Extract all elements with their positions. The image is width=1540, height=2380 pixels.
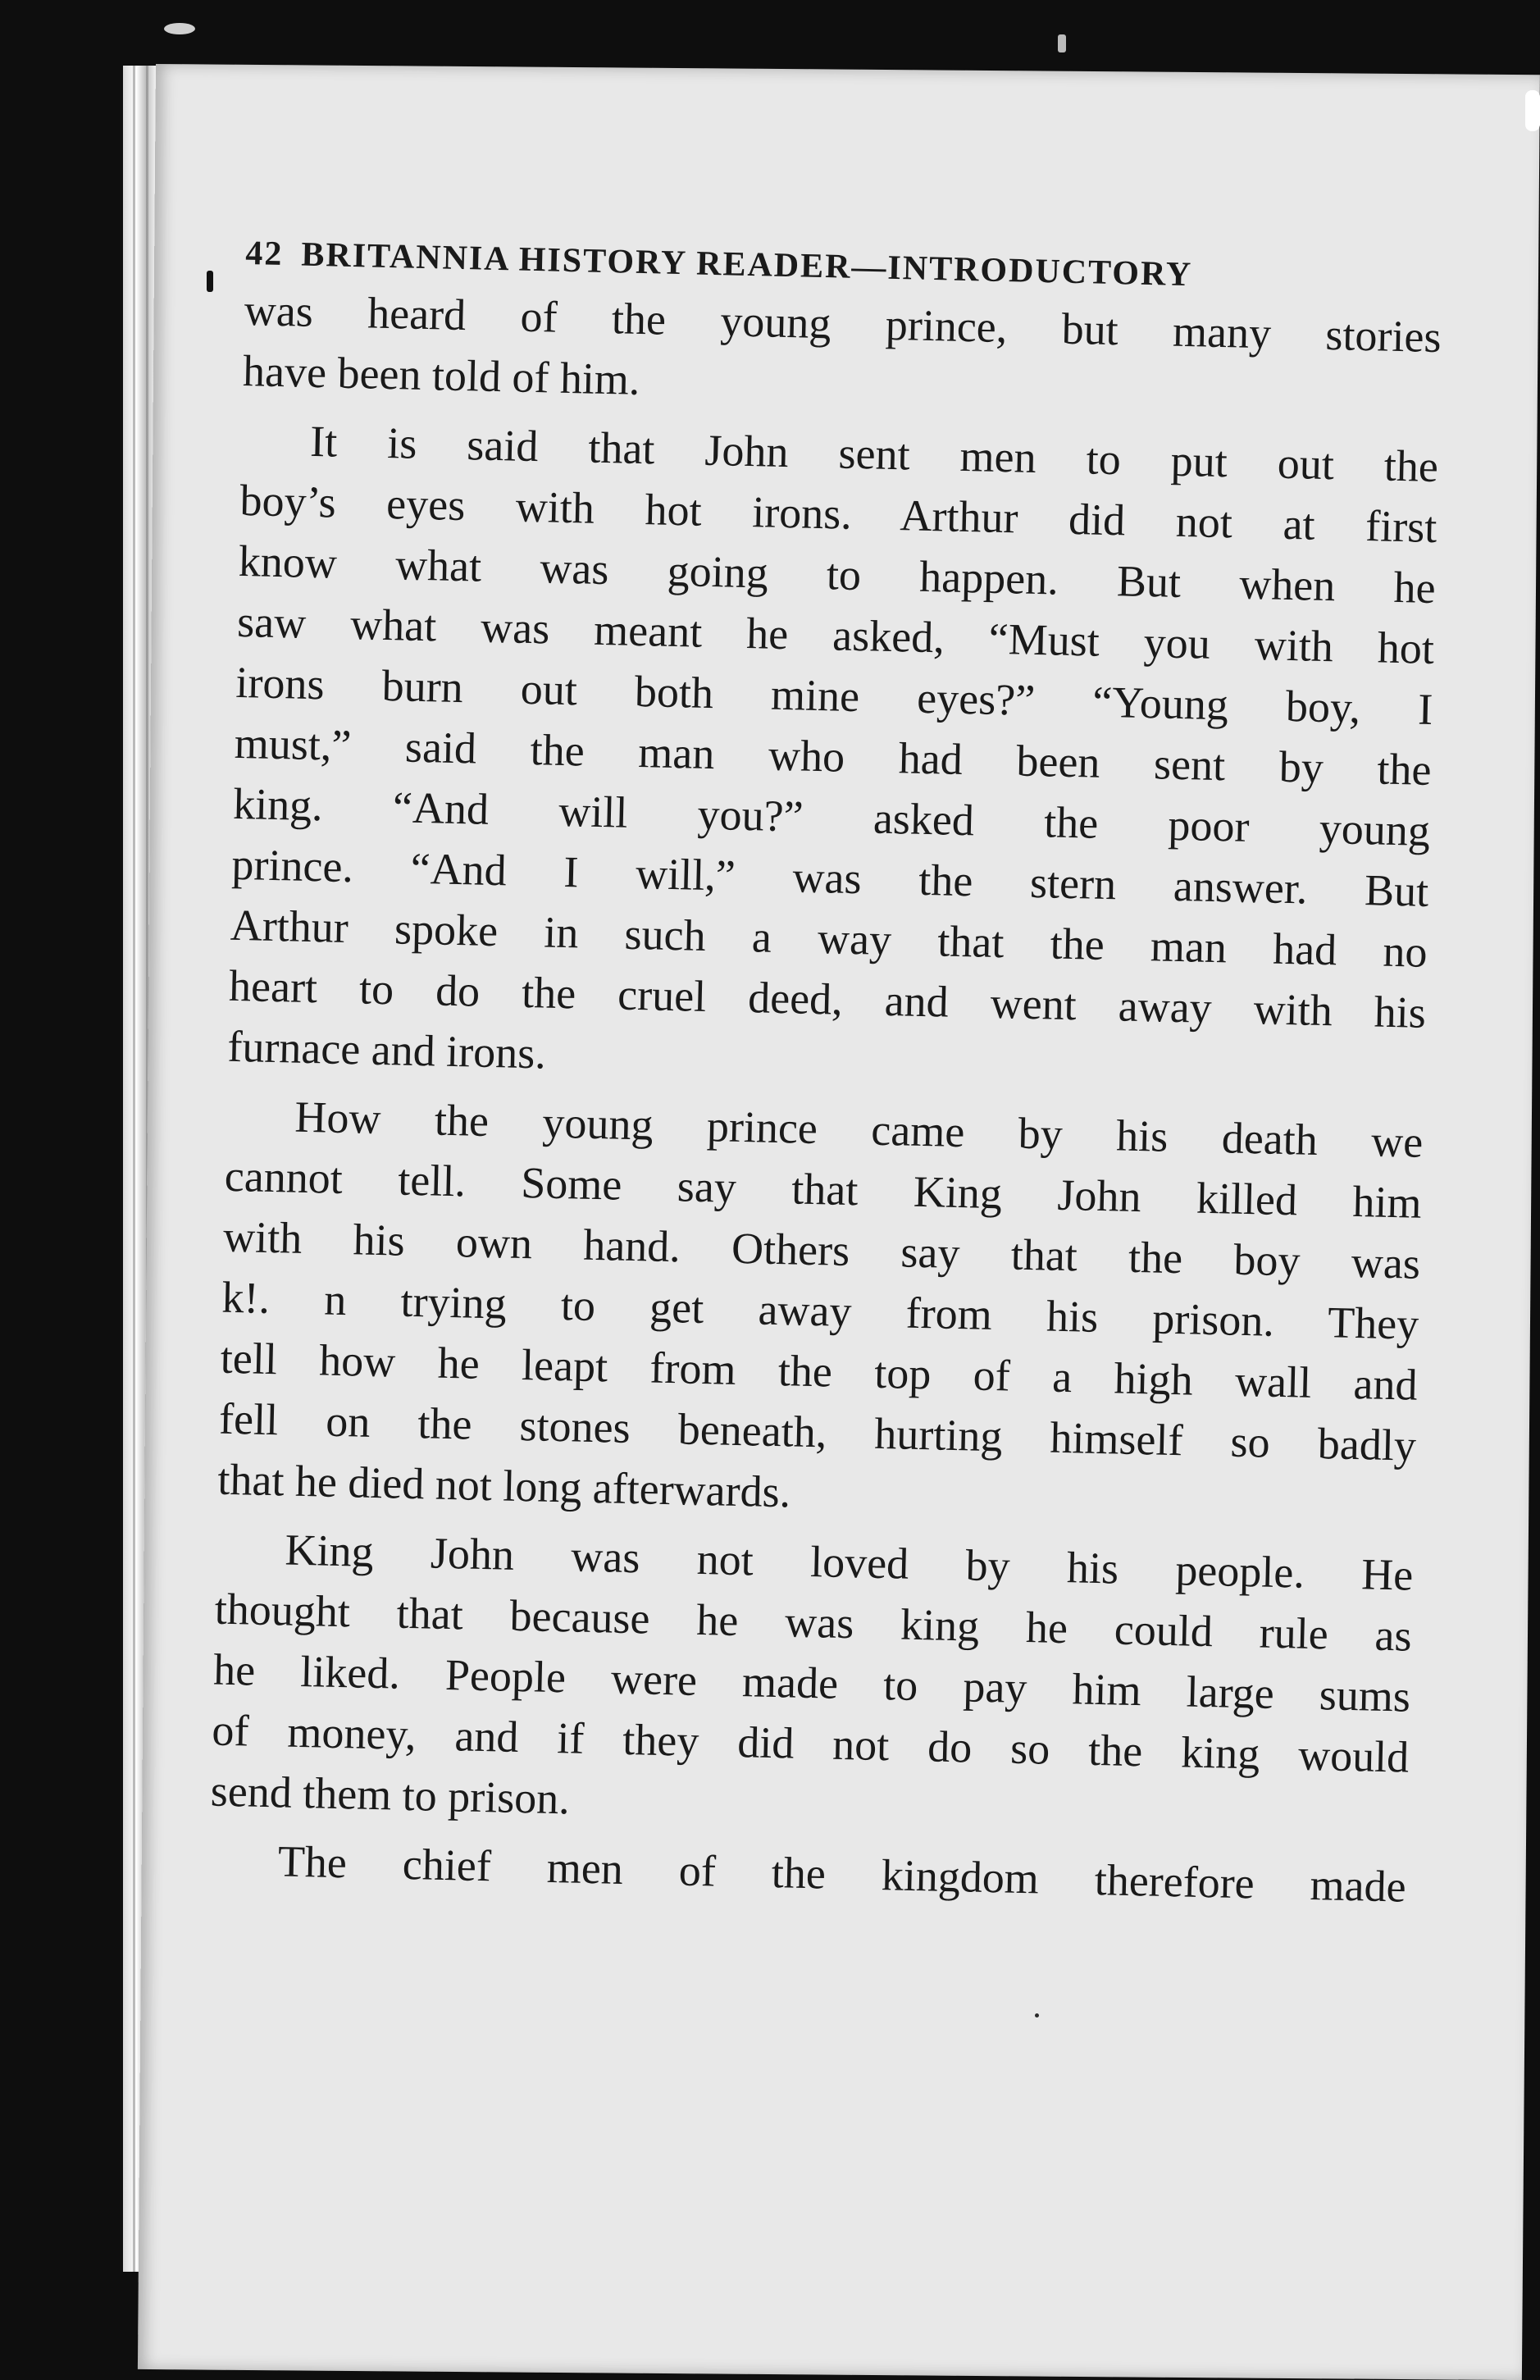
text-line: know what was going to happen. But when he [238, 536, 1437, 613]
text-line: with his own hand. Others say that the boy was [222, 1211, 1421, 1288]
text-line: must,” said the man who had been sent by the [234, 718, 1433, 795]
text-line: he liked. People were made to pay him large sums [212, 1644, 1411, 1721]
text-line: furnace and irons. [226, 1021, 547, 1078]
text-line: have been told of him. [242, 345, 641, 404]
text-line: cannot tell. Some say that King John killed him [224, 1151, 1423, 1228]
text-line: fell on the stones beneath, hurting himself so badly [218, 1393, 1417, 1470]
page-number: 42 [244, 234, 284, 274]
text-line: It is said that John sent men to put out the [309, 416, 1439, 492]
text-line: prince. “And I will,” was the stern answer. But [230, 839, 1429, 916]
text-line: tell how he leapt from the top of a high wall and [220, 1333, 1419, 1410]
text-line: How the young prince came by his death we [294, 1092, 1424, 1167]
text-line: that he died not long afterwards. [216, 1454, 791, 1517]
scan-speck [207, 271, 213, 292]
text-line: irons burn out both mine eyes?” “Young boy, I [235, 657, 1433, 734]
page-text [208, 234, 1442, 1917]
scan-speck [1035, 2013, 1039, 2018]
text-line: boy’s eyes with hot irons. Arthur did not at first [239, 475, 1437, 553]
text-line: Arthur spoke in such a way that the man had no [230, 900, 1428, 977]
text-line: send them to prison. [210, 1766, 571, 1824]
paragraph [210, 1518, 1414, 1849]
scan-speck [164, 23, 195, 34]
text-line: King John was not loved by his people. He [284, 1525, 1414, 1600]
text-line: king. “And will you?” asked the poor young [232, 778, 1431, 855]
scan-speck [1525, 90, 1540, 131]
text-line: k!. n trying to get away from his prison. They [221, 1272, 1419, 1349]
text-line: The chief men of the kingdom therefore made [277, 1836, 1407, 1912]
scan-speck [1058, 34, 1066, 52]
paragraph [227, 409, 1439, 1104]
paragraph [217, 1085, 1424, 1537]
text-line: of money, and if they did not do so the king would [211, 1705, 1410, 1782]
text-line: heart to do the cruel deed, and went away with his [228, 960, 1427, 1037]
binding-stripe [133, 66, 135, 2272]
running-head-title: BRITANNIA HISTORY READER—INTRODUCTORY [300, 235, 1193, 294]
text-line: saw what was meant he asked, “Must you with hot [236, 596, 1435, 673]
text-line: thought that because he was king he could rule as [214, 1584, 1413, 1661]
text-line: was heard of the young prince, but many stories [244, 285, 1442, 362]
